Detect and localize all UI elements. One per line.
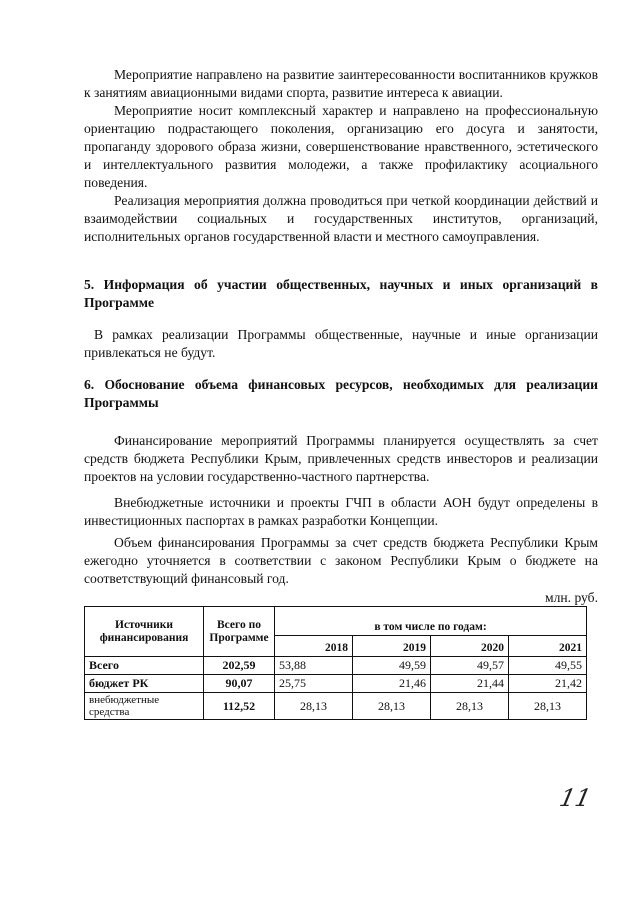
row-value: 25,75	[275, 675, 353, 693]
row-value: 28,13	[275, 693, 353, 720]
row-source: Всего	[85, 657, 204, 675]
header-year: 2019	[353, 636, 431, 657]
header-source: Источники финансирования	[85, 607, 204, 657]
table-header-row	[85, 607, 587, 636]
section-6-paragraph-2: Внебюджетные источники и проекты ГЧП в области АОН будут определены в инвестиционных паспортах в рамках разработки Концепции.	[84, 495, 598, 528]
row-total: 90,07	[204, 675, 275, 693]
row-value: 49,55	[509, 657, 587, 675]
row-total: 202,59	[204, 657, 275, 675]
table-row	[85, 657, 587, 675]
table-row	[85, 693, 587, 720]
row-value: 49,57	[431, 657, 509, 675]
row-value: 28,13	[353, 693, 431, 720]
row-value: 49,59	[353, 657, 431, 675]
row-source: внебюджетные средства	[85, 693, 204, 720]
row-value: 28,13	[509, 693, 587, 720]
section-5-heading: 5. Информация об участии общественных, научных и иных организаций в Программе	[84, 277, 598, 310]
financing-table	[84, 606, 587, 720]
handwritten-page-number: 11	[557, 784, 594, 812]
row-total: 112,52	[204, 693, 275, 720]
row-value: 28,13	[431, 693, 509, 720]
header-years-group: в том числе по годам:	[275, 607, 587, 636]
paragraph-top-2: Мероприятие носит комплексный характер и направлено на профессиональную ориентацию подрастающего поколения, организацию его досуга и занятости, пропаганду здорового образа жизни, совершенствование нравственного, эстетического и интеллектуального развития молодежи, а также профилактику асоциального поведения.	[84, 103, 598, 190]
section-6-paragraph-1: Финансирование мероприятий Программы планируется осуществлять за счет средств бюджета Республики Крым, привлеченных средств инвесторов и реализации проектов на условии государственно-частного партнерства.	[84, 433, 598, 484]
document-page	[84, 66, 598, 720]
row-value: 21,42	[509, 675, 587, 693]
table-unit-label: млн. руб.	[544, 590, 598, 605]
paragraph-top-3: Реализация мероприятия должна проводиться при четкой координации действий и взаимодействии социальных и государственных институтов, организаций, исполнительных органов государственной власти и местного самоуправления.	[84, 193, 598, 244]
header-year: 2021	[509, 636, 587, 657]
row-value: 21,46	[353, 675, 431, 693]
row-value: 21,44	[431, 675, 509, 693]
table-row	[85, 675, 587, 693]
paragraph-top-1: Мероприятие направлено на развитие заинтересованности воспитанников кружков к занятиям авиационными видами спорта, развитие интереса к авиации.	[84, 67, 598, 100]
header-year: 2018	[275, 636, 353, 657]
row-value: 53,88	[275, 657, 353, 675]
section-5-text: В рамках реализации Программы общественные, научные и иные организации привлекаться не будут.	[84, 327, 598, 360]
section-6-heading: 6. Обоснование объема финансовых ресурсов, необходимых для реализации Программы	[84, 377, 598, 410]
row-source: бюджет РК	[85, 675, 204, 693]
section-6-paragraph-3: Объем финансирования Программы за счет средств бюджета Республики Крым ежегодно уточняется в соответствии с законом Республики Крым о бюджете на соответствующий финансовый год.	[84, 535, 598, 586]
header-total: Всего по Программе	[204, 607, 275, 657]
header-year: 2020	[431, 636, 509, 657]
